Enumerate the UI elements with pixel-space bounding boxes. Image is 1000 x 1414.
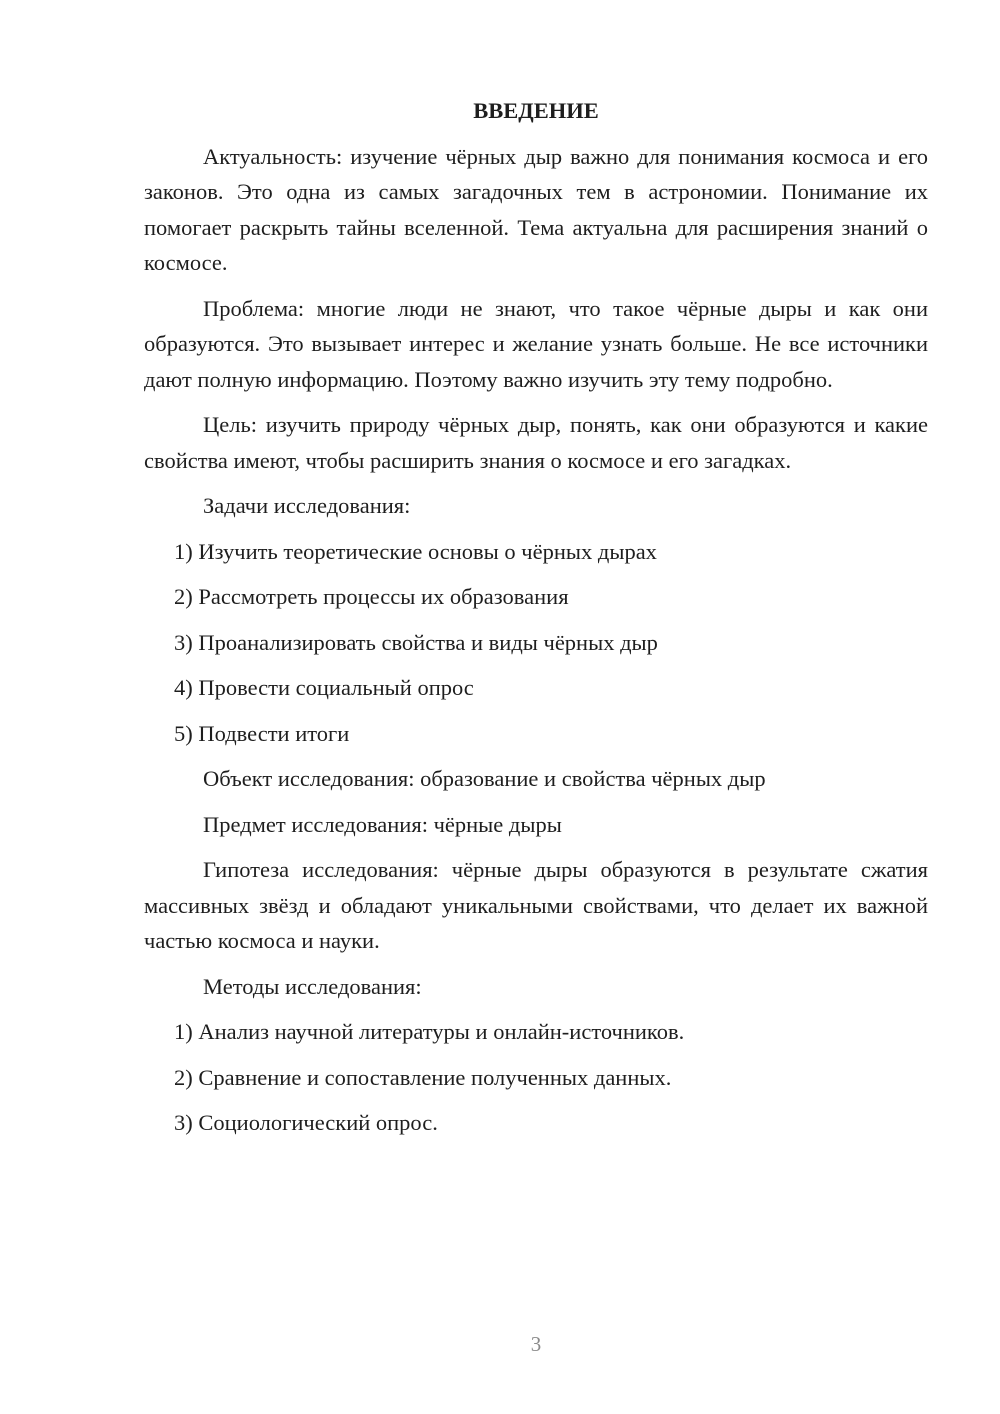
hypothesis-paragraph: Гипотеза исследования: чёрные дыры образуются в результате сжатия массивных звёзд и обладают уникальными свойствами, что делает их важной частью космоса и науки. xyxy=(144,857,928,953)
task-item: 1) Изучить теоретические основы о чёрных дырах xyxy=(174,538,657,564)
task-item: 2) Рассмотреть процессы их образования xyxy=(174,584,569,609)
method-item: 2) Сравнение и сопоставление полученных данных. xyxy=(174,1064,672,1090)
research-subject: Предмет исследования: чёрные дыры xyxy=(203,811,562,837)
page-content xyxy=(144,93,928,1151)
relevance-paragraph: Актуальность: изучение чёрных дыр важно для понимания космоса и его законов. Это одна из самых загадочных тем в астрономии. Понимание их помогает раскрыть тайны вселенной. Тема актуальна для расширения знаний о космосе. xyxy=(144,143,928,275)
tasks-list xyxy=(144,534,928,752)
tasks-heading: Задачи исследования: xyxy=(203,493,411,518)
problem-paragraph: Проблема: многие люди не знают, что такое чёрные дыры и как они образуются. Это вызывает интерес и желание узнать больше. Не все источники дают полную информацию. Поэтому важно изучить эту тему подробно. xyxy=(144,295,928,392)
research-object: Объект исследования: образование и свойства чёрных дыр xyxy=(203,766,766,791)
methods-heading: Методы исследования: xyxy=(203,973,422,999)
method-item: 3) Социологический опрос. xyxy=(174,1110,438,1135)
goal-paragraph: Цель: изучить природу чёрных дыр, понять, как они образуются и какие свойства имеют, чтобы расширить знания о космосе и его загадках. xyxy=(144,412,928,473)
task-item: 5) Подвести итоги xyxy=(174,720,350,746)
task-item: 3) Проанализировать свойства и виды чёрных дыр xyxy=(174,629,658,655)
page-number: 3 xyxy=(530,1332,542,1356)
method-item: 1) Анализ научной литературы и онлайн-источников. xyxy=(174,1019,685,1044)
task-item: 4) Провести социальный опрос xyxy=(174,675,474,700)
page-title: ВВЕДЕНИЕ xyxy=(473,98,599,123)
methods-list xyxy=(144,1014,928,1141)
